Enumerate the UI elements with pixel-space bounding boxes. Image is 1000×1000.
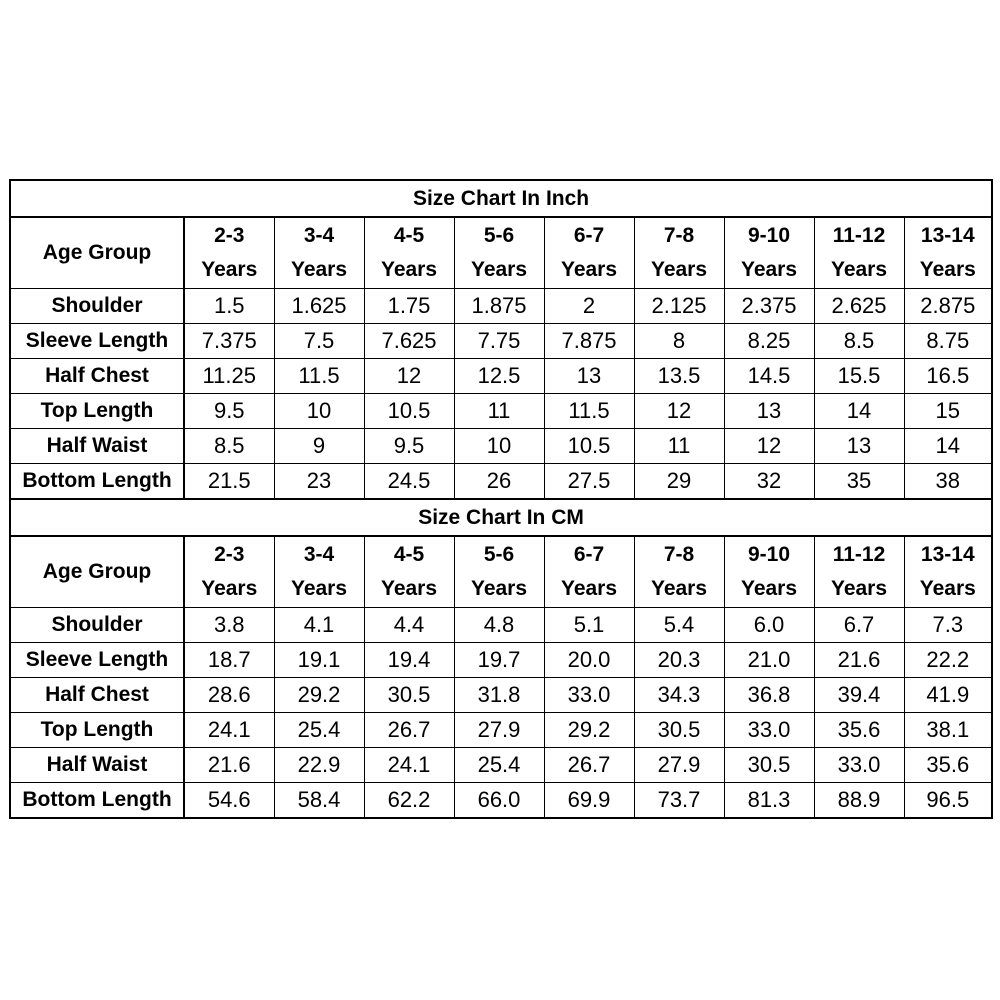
measurement-value: 26.7 — [544, 748, 634, 783]
measurement-value: 13.5 — [634, 359, 724, 394]
cm-age-header-cell — [454, 536, 544, 608]
measurement-label: Sleeve Length — [10, 324, 184, 359]
cm-age-header-cell — [904, 536, 992, 608]
measurement-value: 36.8 — [724, 678, 814, 713]
measurement-value: 14 — [814, 394, 904, 429]
age-range: 6-7 — [573, 543, 605, 566]
measurement-value: 14.5 — [724, 359, 814, 394]
measurement-value: 10 — [454, 429, 544, 464]
inch-age-header-cell — [544, 217, 634, 289]
measurement-value: 2.875 — [904, 289, 992, 324]
measurement-value: 88.9 — [814, 783, 904, 819]
measurement-value: 9.5 — [364, 429, 454, 464]
measurement-value: 27.5 — [544, 464, 634, 500]
age-range: 4-5 — [393, 224, 425, 247]
measurement-value: 4.4 — [364, 608, 454, 643]
age-unit: Years — [830, 577, 888, 600]
measurement-value: 20.0 — [544, 643, 634, 678]
measurement-value: 12 — [724, 429, 814, 464]
age-unit: Years — [740, 258, 798, 281]
measurement-value: 26.7 — [364, 713, 454, 748]
age-unit: Years — [290, 258, 348, 281]
cm-age-header-cell — [634, 536, 724, 608]
inch-table-row — [10, 324, 992, 359]
measurement-label: Top Length — [10, 394, 184, 429]
measurement-value: 2.625 — [814, 289, 904, 324]
measurement-value: 29.2 — [544, 713, 634, 748]
age-unit: Years — [470, 577, 528, 600]
inch-age-header-cell — [814, 217, 904, 289]
inch-age-header-cell — [184, 217, 274, 289]
age-range: 5-6 — [483, 224, 515, 247]
measurement-label: Top Length — [10, 713, 184, 748]
measurement-label: Sleeve Length — [10, 643, 184, 678]
cm-table-row — [10, 783, 992, 819]
age-range: 6-7 — [573, 224, 605, 247]
measurement-value: 27.9 — [634, 748, 724, 783]
measurement-value: 62.2 — [364, 783, 454, 819]
measurement-value: 11.5 — [544, 394, 634, 429]
inch-age-header-cell — [634, 217, 724, 289]
age-range: 4-5 — [393, 543, 425, 566]
measurement-value: 11.5 — [274, 359, 364, 394]
measurement-value: 15.5 — [814, 359, 904, 394]
cm-table-row — [10, 643, 992, 678]
measurement-value: 35.6 — [904, 748, 992, 783]
age-range: 2-3 — [214, 224, 245, 247]
cm-age-header-cell — [184, 536, 274, 608]
measurement-value: 12.5 — [454, 359, 544, 394]
measurement-value: 28.6 — [184, 678, 274, 713]
measurement-value: 22.9 — [274, 748, 364, 783]
cm-table-row — [10, 713, 992, 748]
measurement-value: 58.4 — [274, 783, 364, 819]
measurement-value: 24.5 — [364, 464, 454, 500]
age-unit: Years — [201, 577, 258, 600]
measurement-value: 18.7 — [184, 643, 274, 678]
measurement-value: 33.0 — [724, 713, 814, 748]
age-unit: Years — [201, 258, 258, 281]
inch-table-row — [10, 359, 992, 394]
measurement-value: 2 — [544, 289, 634, 324]
measurement-value: 33.0 — [544, 678, 634, 713]
measurement-value: 7.75 — [454, 324, 544, 359]
measurement-value: 1.75 — [364, 289, 454, 324]
measurement-value: 66.0 — [454, 783, 544, 819]
cm-table-row — [10, 678, 992, 713]
measurement-label: Half Waist — [10, 748, 184, 783]
measurement-value: 10.5 — [544, 429, 634, 464]
measurement-label: Half Chest — [10, 359, 184, 394]
age-range: 13-14 — [920, 224, 975, 247]
age-range: 3-4 — [303, 224, 335, 247]
age-unit: Years — [740, 577, 798, 600]
measurement-value: 69.9 — [544, 783, 634, 819]
measurement-value: 25.4 — [274, 713, 364, 748]
measurement-value: 22.2 — [904, 643, 992, 678]
inch-chart-title: Size Chart In Inch — [10, 180, 992, 217]
age-range: 2-3 — [214, 543, 245, 566]
measurement-value: 2.375 — [724, 289, 814, 324]
age-unit: Years — [380, 577, 438, 600]
measurement-value: 14 — [904, 429, 992, 464]
age-range: 9-10 — [747, 543, 791, 566]
age-unit: Years — [830, 258, 888, 281]
inch-age-header-cell — [364, 217, 454, 289]
age-unit: Years — [650, 577, 708, 600]
measurement-value: 19.1 — [274, 643, 364, 678]
age-range: 13-14 — [920, 543, 975, 566]
inch-age-header-cell — [724, 217, 814, 289]
measurement-value: 39.4 — [814, 678, 904, 713]
measurement-value: 35 — [814, 464, 904, 500]
age-range: 5-6 — [483, 543, 515, 566]
measurement-value: 10.5 — [364, 394, 454, 429]
inch-table-row — [10, 429, 992, 464]
age-range: 11-12 — [832, 543, 886, 566]
measurement-value: 15 — [904, 394, 992, 429]
inch-age-header-cell — [904, 217, 992, 289]
measurement-label: Shoulder — [10, 289, 184, 324]
measurement-value: 13 — [544, 359, 634, 394]
measurement-value: 34.3 — [634, 678, 724, 713]
age-range: 9-10 — [747, 224, 791, 247]
measurement-value: 54.6 — [184, 783, 274, 819]
measurement-value: 13 — [814, 429, 904, 464]
measurement-value: 6.7 — [814, 608, 904, 643]
measurement-value: 8.5 — [814, 324, 904, 359]
measurement-value: 73.7 — [634, 783, 724, 819]
measurement-value: 24.1 — [184, 713, 274, 748]
measurement-value: 23 — [274, 464, 364, 500]
measurement-value: 24.1 — [364, 748, 454, 783]
measurement-value: 7.875 — [544, 324, 634, 359]
measurement-value: 32 — [724, 464, 814, 500]
measurement-value: 19.4 — [364, 643, 454, 678]
measurement-value: 9 — [274, 429, 364, 464]
age-unit: Years — [290, 577, 348, 600]
measurement-value: 8.25 — [724, 324, 814, 359]
measurement-value: 7.625 — [364, 324, 454, 359]
measurement-value: 1.875 — [454, 289, 544, 324]
cm-age-header-cell — [544, 536, 634, 608]
measurement-value: 7.5 — [274, 324, 364, 359]
measurement-value: 29 — [634, 464, 724, 500]
measurement-value: 21.0 — [724, 643, 814, 678]
age-range: 7-8 — [663, 543, 695, 566]
measurement-value: 38.1 — [904, 713, 992, 748]
measurement-value: 35.6 — [814, 713, 904, 748]
measurement-value: 10 — [274, 394, 364, 429]
age-unit: Years — [919, 258, 976, 281]
measurement-value: 25.4 — [454, 748, 544, 783]
inch-age-header-row — [10, 217, 992, 289]
measurement-value: 38 — [904, 464, 992, 500]
measurement-value: 33.0 — [814, 748, 904, 783]
measurement-value: 4.8 — [454, 608, 544, 643]
cm-chart-title: Size Chart In CM — [10, 499, 992, 536]
inch-section — [10, 180, 992, 499]
cm-section — [10, 499, 992, 818]
measurement-value: 8.75 — [904, 324, 992, 359]
inch-table-row — [10, 394, 992, 429]
cm-age-group-label: Age Group — [10, 536, 184, 608]
measurement-label: Bottom Length — [10, 783, 184, 819]
measurement-value: 20.3 — [634, 643, 724, 678]
measurement-value: 5.1 — [544, 608, 634, 643]
age-unit: Years — [919, 577, 976, 600]
measurement-value: 30.5 — [634, 713, 724, 748]
measurement-value: 6.0 — [724, 608, 814, 643]
measurement-value: 13 — [724, 394, 814, 429]
measurement-value: 26 — [454, 464, 544, 500]
measurement-value: 12 — [364, 359, 454, 394]
measurement-value: 29.2 — [274, 678, 364, 713]
measurement-value: 30.5 — [364, 678, 454, 713]
inch-age-header-cell — [454, 217, 544, 289]
measurement-value: 19.7 — [454, 643, 544, 678]
measurement-label: Half Waist — [10, 429, 184, 464]
measurement-value: 81.3 — [724, 783, 814, 819]
age-unit: Years — [560, 258, 618, 281]
age-range: 3-4 — [303, 543, 335, 566]
inch-table-row — [10, 289, 992, 324]
measurement-value: 16.5 — [904, 359, 992, 394]
measurement-value: 96.5 — [904, 783, 992, 819]
measurement-label: Bottom Length — [10, 464, 184, 500]
measurement-label: Half Chest — [10, 678, 184, 713]
measurement-value: 1.625 — [274, 289, 364, 324]
cm-age-header-cell — [814, 536, 904, 608]
measurement-label: Shoulder — [10, 608, 184, 643]
inch-age-group-label: Age Group — [10, 217, 184, 289]
measurement-value: 8 — [634, 324, 724, 359]
age-unit: Years — [560, 577, 618, 600]
cm-table-row — [10, 748, 992, 783]
measurement-value: 12 — [634, 394, 724, 429]
measurement-value: 41.9 — [904, 678, 992, 713]
cm-age-header-cell — [724, 536, 814, 608]
measurement-value: 21.6 — [184, 748, 274, 783]
cm-age-header-cell — [274, 536, 364, 608]
measurement-value: 11 — [454, 394, 544, 429]
measurement-value: 11.25 — [184, 359, 274, 394]
age-range: 11-12 — [832, 224, 886, 247]
measurement-value: 7.375 — [184, 324, 274, 359]
measurement-value: 3.8 — [184, 608, 274, 643]
cm-table-row — [10, 608, 992, 643]
measurement-value: 21.5 — [184, 464, 274, 500]
measurement-value: 5.4 — [634, 608, 724, 643]
measurement-value: 30.5 — [724, 748, 814, 783]
inch-age-header-cell — [274, 217, 364, 289]
measurement-value: 9.5 — [184, 394, 274, 429]
age-range: 7-8 — [663, 224, 695, 247]
measurement-value: 1.5 — [184, 289, 274, 324]
measurement-value: 21.6 — [814, 643, 904, 678]
measurement-value: 2.125 — [634, 289, 724, 324]
cm-age-header-cell — [364, 536, 454, 608]
measurement-value: 31.8 — [454, 678, 544, 713]
measurement-value: 8.5 — [184, 429, 274, 464]
measurement-value: 7.3 — [904, 608, 992, 643]
size-chart-table — [9, 179, 993, 819]
measurement-value: 4.1 — [274, 608, 364, 643]
cm-age-header-row — [10, 536, 992, 608]
measurement-value: 27.9 — [454, 713, 544, 748]
age-unit: Years — [380, 258, 438, 281]
inch-table-row — [10, 464, 992, 500]
age-unit: Years — [650, 258, 708, 281]
measurement-value: 11 — [634, 429, 724, 464]
age-unit: Years — [470, 258, 528, 281]
